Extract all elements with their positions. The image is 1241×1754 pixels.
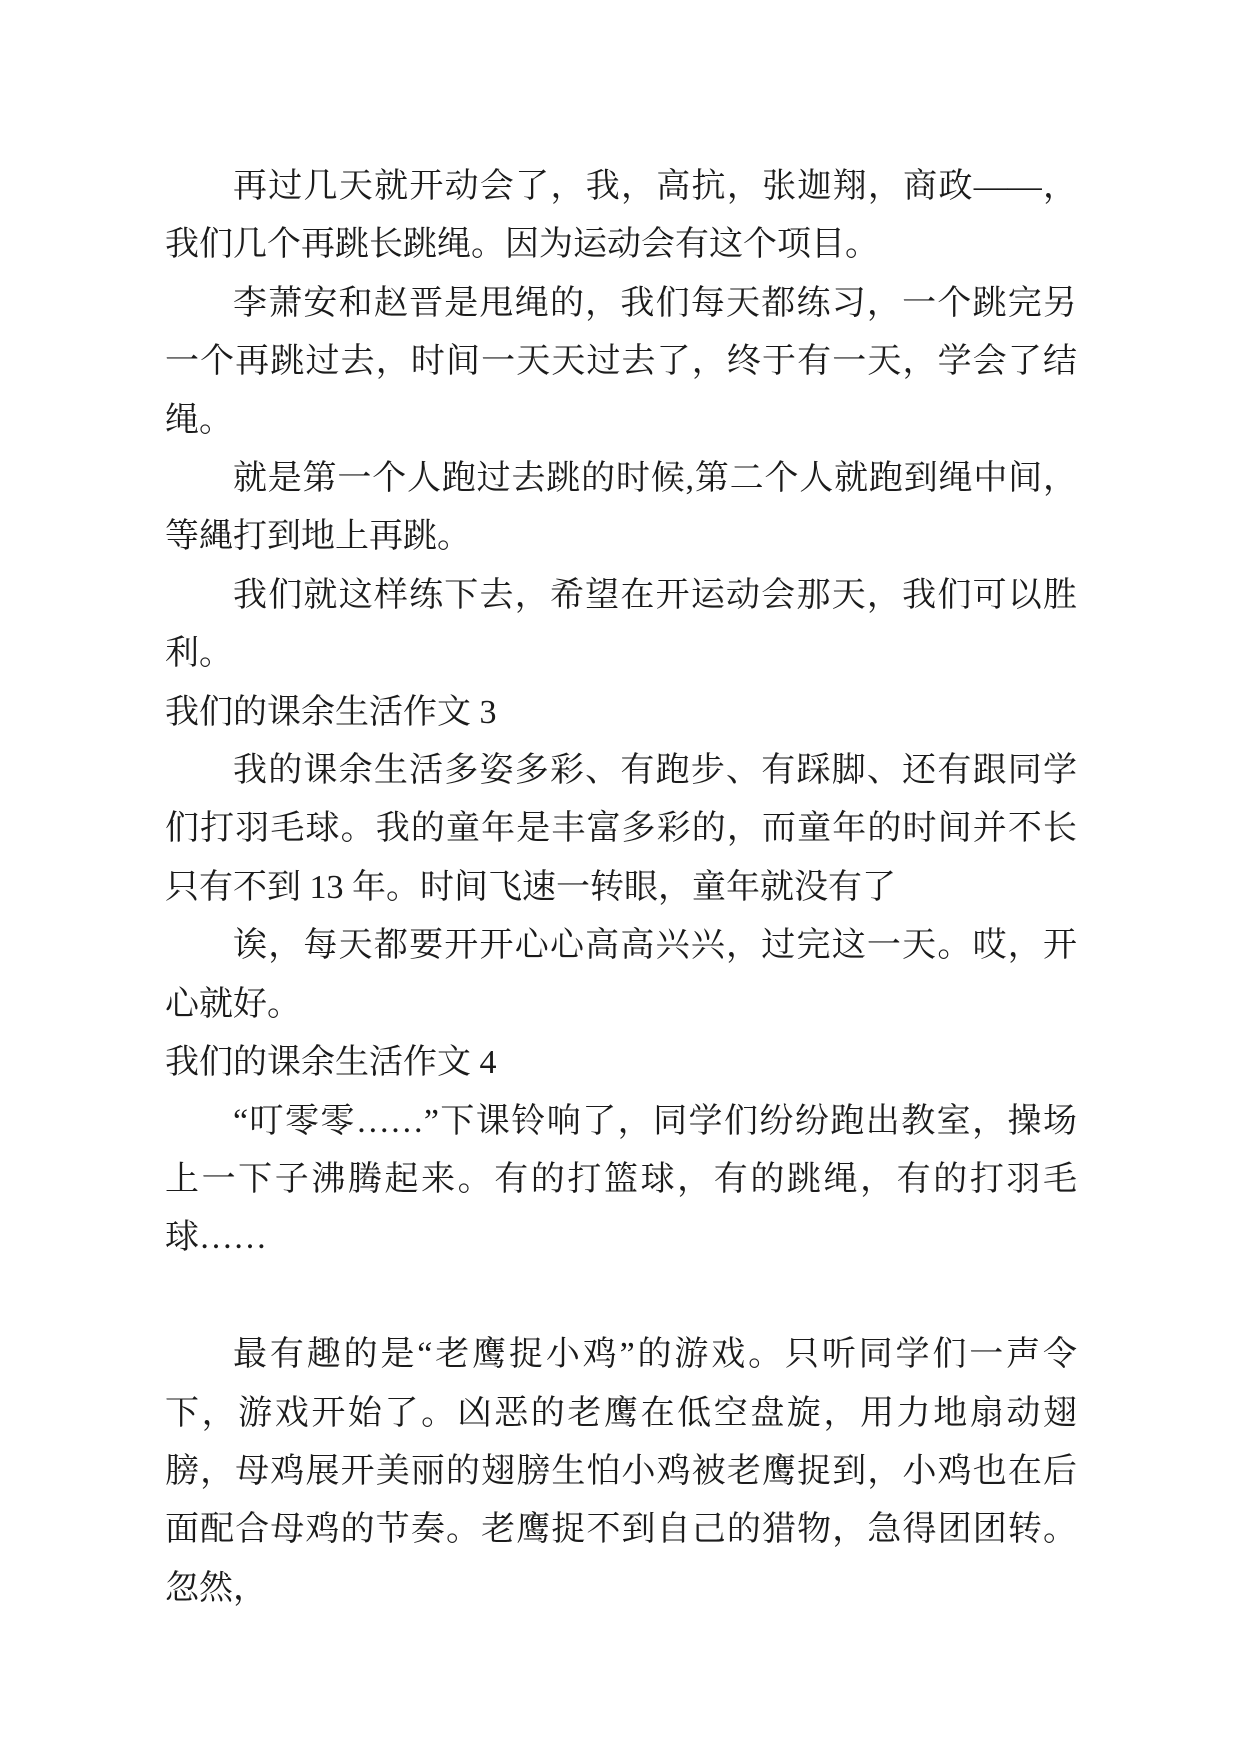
paragraph: 我的课余生活多姿多彩、有跑步、有踩脚、还有跟同学们打羽毛球。我的童年是丰富多彩的，而童年的时间并不长只有不到 13 年。时间飞速一转眼，童年就没有了 [165, 752, 1077, 906]
paragraph: “叮零零……”下课铃响了，同学们纷纷跑出教室，操场上一下子沸腾起来。有的打篮球，有的跳绳，有的打羽毛球…… [165, 1102, 1077, 1257]
paragraph: 诶，每天都要开开心心高高兴兴，过完这一天。哎，开心就好。 [165, 927, 1077, 1023]
document-body [165, 158, 1077, 1618]
paragraph: 李萧安和赵晋是甩绳的，我们每天都练习，一个跳完另一个再跳过去，时间一天天过去了，终于有一天，学会了结绳。 [165, 284, 1077, 439]
blank-line [165, 1268, 1077, 1326]
paragraph: 就是第一个人跑过去跳的时候,第二个人就跑到绳中间，等縄打到地上再跳。 [165, 460, 1077, 556]
section-heading: 我们的课余生活作文 4 [165, 1044, 497, 1082]
section-heading: 我们的课余生活作文 3 [165, 693, 497, 731]
paragraph: 再过几天就开动会了，我，高抗，张迦翔，商政——，我们几个再跳长跳绳。因为运动会有这个项目。 [165, 168, 1077, 264]
paragraph: 我们就这样练下去，希望在开运动会那天，我们可以胜利。 [165, 576, 1077, 673]
paragraph: 最有趣的是“老鹰捉小鸡”的游戏。只听同学们一声令下，游戏开始了。凶恶的老鹰在低空盘旋，用力地扇动翅膀，母鸡展开美丽的翅膀生怕小鸡被老鹰捉到，小鸡也在后面配合母鸡的节奏。老鹰捉不到自己的猎物，急得团团转。忽然， [165, 1336, 1077, 1607]
